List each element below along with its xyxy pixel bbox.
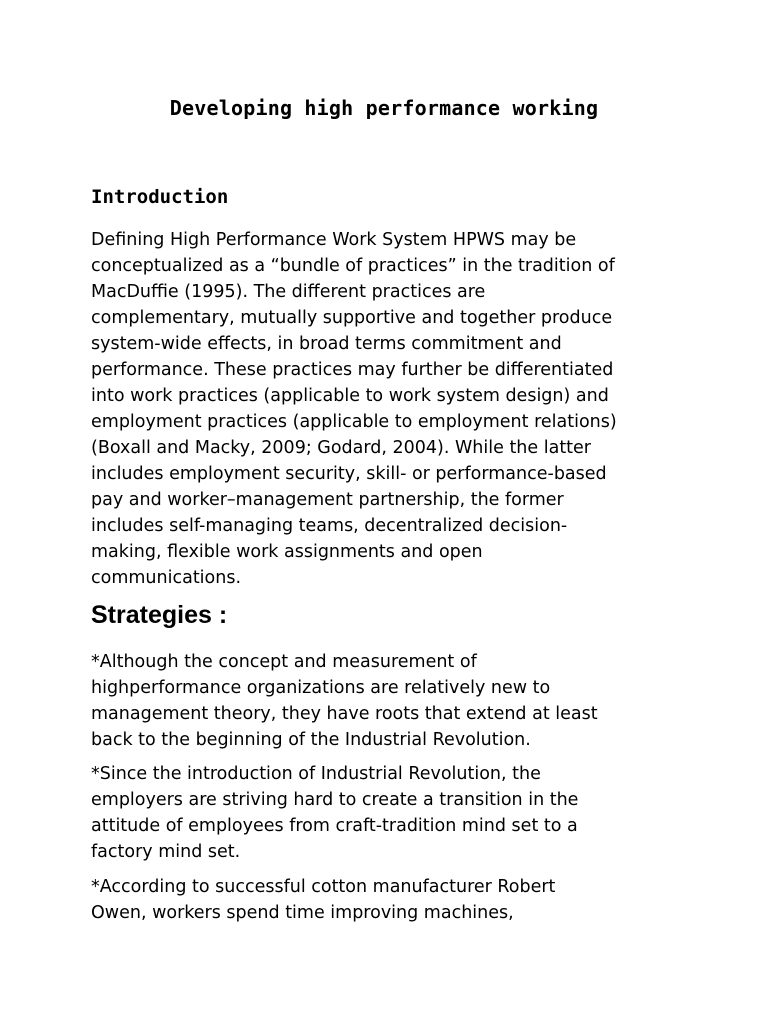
strategy-item-3: *According to successful cotton manufacturer Robert Owen, workers spend time improving machines, bbox=[91, 877, 556, 923]
strategy-item-2: *Since the introduction of Industrial Revolution, the employers are striving hard to create a transition in the attitude of employees from craft-tradition mind set to a factory mind set. bbox=[91, 764, 579, 862]
strategy-item-1: *Although the concept and measurement of highperformance organizations are relatively new to management theory, they have roots that extend at least back to the beginning of the Industrial Revolution. bbox=[91, 652, 598, 750]
document-title: Developing high performance working bbox=[169, 96, 599, 120]
introduction-heading: Introduction bbox=[91, 186, 229, 208]
strategies-heading: Strategies : bbox=[91, 601, 228, 629]
introduction-paragraph: Defining High Performance Work System HPWS may be conceptualized as a “bundle of practices” in the tradition of MacDuffie (1995). The different practices are complementary, mutually supportive and together produce system-wide effects, in broad terms commitment and performance. These practices may further be differentiated into work practices (applicable to work system design) and employment practices (applicable to employment relations) (Boxall and Macky, 2009; Godard, 2004). While the latter includes employment security, skill- or performance-based pay and worker–management partnership, the former includes self-managing teams, decentralized decision- making, flexible work assignments and open communications. bbox=[91, 230, 617, 588]
